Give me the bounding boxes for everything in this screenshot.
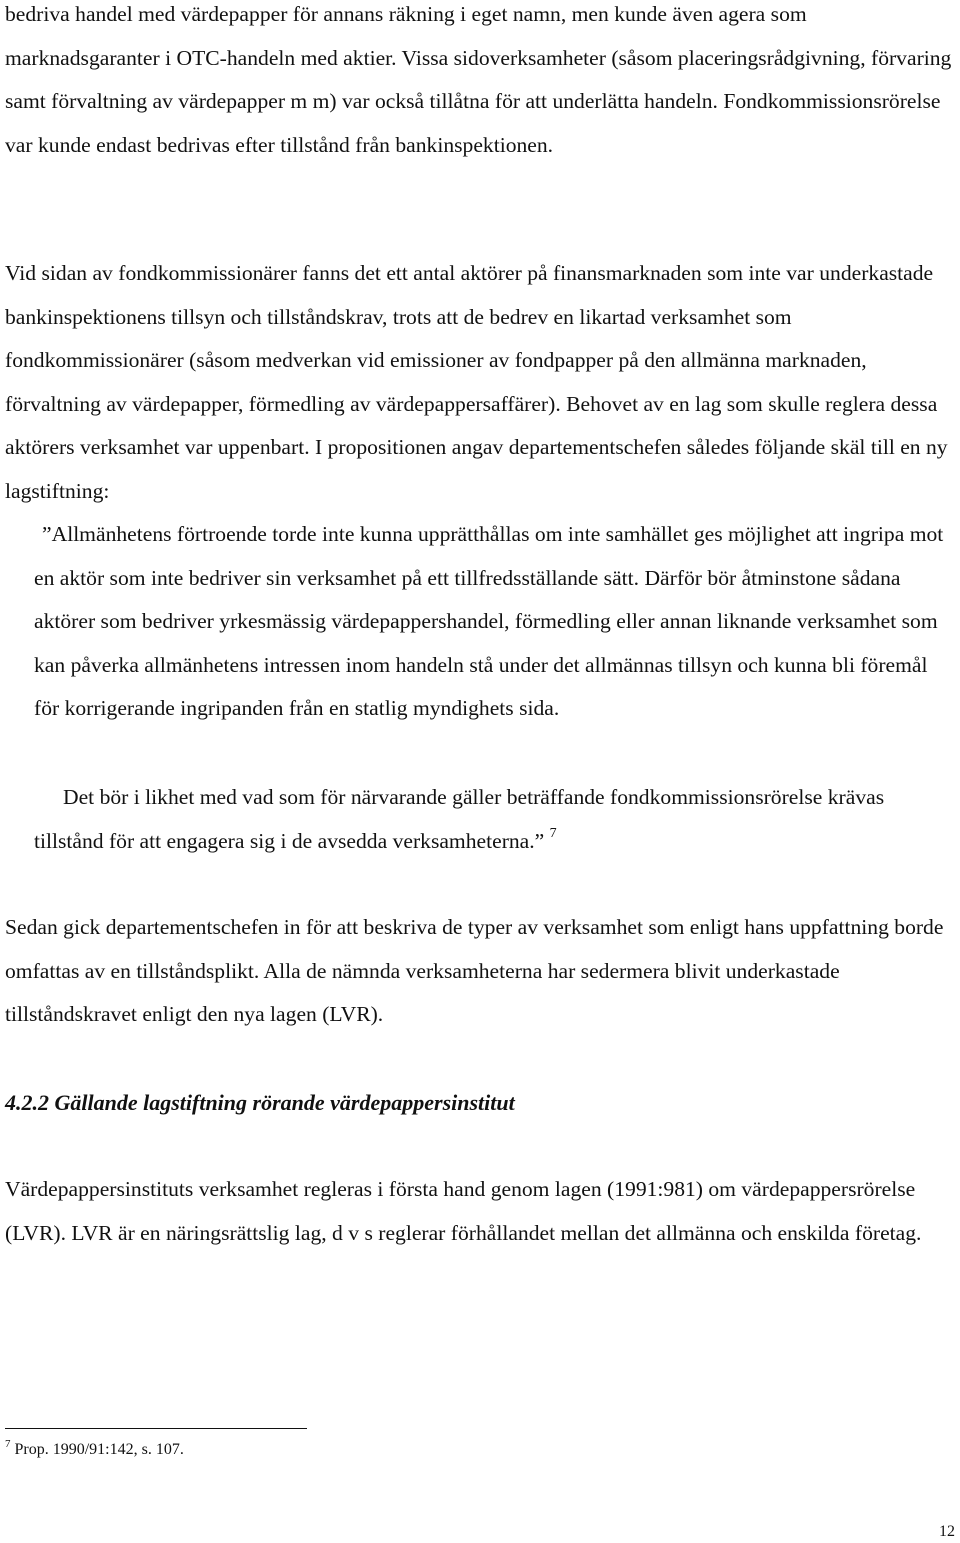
paragraph-2: Vid sidan av fondkommissionärer fanns det ett antal aktörer på finansmarknaden som inte var underkastade bankinspektionens tillsyn och tillståndskrav, trots att de bedrev en likartad verksamhet som fondkommissionärer (såsom medverkan vid emissioner av fondpapper på den allmänna marknaden, förvaltning av värdepapper, förmedling av värdepappersaffärer). Behovet av en lag som skulle reglera dessa aktörers verksamhet var uppenbart. I propositionen angav departementschefen således följande skäl till en ny lagstiftning: [5, 261, 948, 503]
opening-quote-mark: ” [42, 522, 52, 546]
footnote-text: Prop. 1990/91:142, s. 107. [10, 1441, 184, 1458]
section-heading: 4.2.2 Gällande lagstiftning rörande värdepappersinstitut [5, 1090, 515, 1115]
block-quote-text-1: Allmänhetens förtroende torde inte kunna upprätthållas om inte samhället ges möjlighet att ingripa mot en aktör som inte bedriver sin verksamhet på ett tillfredsställande sätt. Därför bör åtminstone sådana aktörer som bedriver yrkesmässig värdepappershandel, förmedling eller annan liknande verksamhet som kan påverka allmänhetens intressen inom handeln stå under det allmännas tillsyn och kunna bli föremål för korrigerande ingripanden från en statlig myndighets sida. [34, 522, 944, 720]
paragraph-3: Sedan gick departementschefen in för att beskriva de typer av verksamhet som enligt hans uppfattning borde omfattas av en tillståndsplikt. Alla de nämnda verksamheterna har sedermera blivit underkastade tillståndskravet enligt den nya lagen (LVR). [5, 915, 944, 1026]
block-quote-paragraph-1 [34, 513, 955, 731]
closing-quote-mark: ” [534, 828, 545, 853]
paragraph-4: Värdepappersinstituts verksamhet regleras i första hand genom lagen (1991:981) om värdepappersrörelse (LVR). LVR är en näringsrättslig lag, d v s reglerar förhållandet mellan det allmänna och enskilda företag. [5, 1177, 922, 1245]
block-quote-paragraph-2 [34, 776, 955, 863]
paragraph-1: bedriva handel med värdepapper för annans räkning i eget namn, men kunde även agera som marknadsgaranter i OTC-handeln med aktier. Vissa sidoverksamheter (såsom placeringsrådgivning, förvaring samt förvaltning av värdepapper m m) var också tillåtna för att underlätta handeln. Fondkommissionsrörelse var kunde endast bedrivas efter tillstånd från bankinspektionen. [5, 2, 952, 157]
block-quote-text-2: Det bör i likhet med vad som för närvarande gäller beträffande fondkommissionsrörelse krävas tillstånd för att engagera sig i de avsedda verksamheterna. [34, 785, 885, 853]
footnote-reference: 7 [549, 825, 557, 841]
footnote-separator [5, 1428, 307, 1429]
footnote [5, 1438, 184, 1462]
page-number: 12 [939, 1523, 955, 1540]
footnote-number: 7 [5, 1438, 11, 1450]
